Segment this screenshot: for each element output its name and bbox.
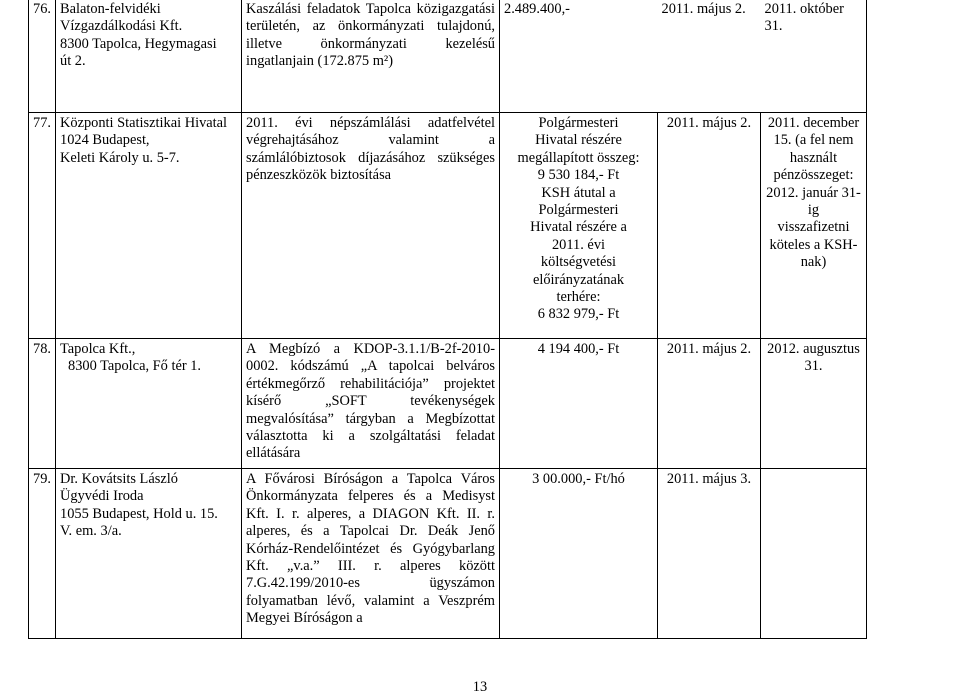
contract-subject: 2011. évi népszámlálási adatfelvétel végrehajtásához valamint a számlálóbiztosok díjazásához szükséges pénzeszközök biztosítása (242, 113, 500, 339)
end-date (761, 469, 867, 639)
end-line: használt (789, 149, 838, 166)
end-line: 2012. augusztus (767, 341, 860, 357)
amount-line: előirányzatának (532, 271, 625, 288)
party-line: 1024 Budapest, (60, 132, 150, 149)
amount-line: Polgármesteri (538, 202, 619, 219)
end-line: 2012. január 31-ig (766, 184, 861, 219)
amount-line: Polgármesteri (538, 115, 619, 131)
amount-line: 9 530 184,- Ft (537, 167, 620, 184)
end-date (761, 339, 867, 469)
party-line: 8300 Tapolca, Fő tér 1. (68, 358, 202, 375)
amount-line: megállapított összeg: (517, 149, 640, 166)
end-date: 2011. október 31. (761, 0, 867, 113)
contract-subject: Kaszálási feladatok Tapolca közigazgatási területén, az önkormányzati tulajdonú, illetve önkormányzati kezelésű ingatlanjain (172.875 m²) (242, 0, 500, 113)
amount-line: Hivatal részére a (530, 219, 627, 236)
contracting-party (56, 113, 242, 339)
contracts-table (28, 0, 867, 639)
end-line: 31. (804, 358, 823, 375)
end-line: 2011. december (767, 115, 860, 131)
amount-line: költségvetési (540, 254, 617, 271)
party-line: Vízgazdálkodási Kft. (60, 18, 183, 35)
table-row (29, 339, 867, 469)
row-number: 78. (29, 339, 56, 469)
end-line: nak) (800, 254, 827, 271)
contracting-party (56, 0, 242, 113)
amount-line: KSH átutal a (541, 184, 616, 201)
party-line: Dr. Kovátsits László (60, 471, 178, 487)
party-line: 1055 Budapest, Hold u. 15. (60, 505, 218, 522)
party-line: út 2. (60, 53, 86, 70)
start-date: 2011. május 3. (658, 469, 761, 639)
contract-amount (500, 113, 658, 339)
row-number: 77. (29, 113, 56, 339)
row-number: 79. (29, 469, 56, 639)
start-date: 2011. május 2. (658, 339, 761, 469)
amount-line: Hivatal részére (535, 132, 622, 149)
start-date: 2011. május 2. (658, 0, 761, 113)
contract-amount: 4 194 400,- Ft (500, 339, 658, 469)
party-line: Központi Statisztikai Hivatal (60, 115, 228, 131)
amount-line: terhére: (556, 289, 601, 306)
table-row (29, 113, 867, 339)
page-number: 13 (472, 679, 488, 695)
row-number: 76. (29, 0, 56, 113)
end-line: 15. (a fel nem (773, 132, 854, 149)
contracting-party (56, 339, 242, 469)
party-line: Balaton-felvidéki (60, 1, 161, 17)
contract-amount: 2.489.400,- (500, 0, 658, 113)
end-line: pénzösszeget: (773, 167, 854, 184)
start-date: 2011. május 2. (658, 113, 761, 339)
contract-subject: A Fővárosi Bíróságon a Tapolca Város Önkormányzata felperes és a Medisyst Kft. I. r. alperes, a DIAGON Kft. II. r. alperes, és a Tapolcai Dr. Deák Jenő Kórház-Rendelőintézet és Gyógybarlang Kft. „v.a.” III. r. alperes között 7.G.42.199/2010-es ügyszámon folyamatban lévő, valamint a Veszprém Megyei Bíróságon a (242, 469, 500, 639)
party-line: Tapolca Kft., (60, 341, 136, 357)
table-row (29, 0, 867, 113)
party-line: Ügyvédi Iroda (60, 488, 144, 505)
end-line: visszafizetni (777, 219, 850, 236)
contract-subject: A Megbízó a KDOP-3.1.1/B-2f-2010-0002. kódszámú „A tapolcai belváros értékmegőrző rehabilitációja” projektet kísérő „SOFT tevékenységek megvalósítása” tárgyban a Megbízottat választotta ki a szolgáltatási feladat ellátására (242, 339, 500, 469)
amount-line: 2011. évi (551, 236, 606, 253)
contract-amount: 3 00.000,- Ft/hó (500, 469, 658, 639)
table-row (29, 469, 867, 639)
amount-line: 6 832 979,- Ft (537, 306, 620, 323)
party-line: V. em. 3/a. (60, 523, 122, 540)
party-line: Keleti Károly u. 5-7. (60, 149, 180, 166)
party-line: 8300 Tapolca, Hegymagasi (60, 35, 217, 52)
end-line: köteles a KSH- (769, 236, 858, 253)
contracting-party (56, 469, 242, 639)
end-date (761, 113, 867, 339)
